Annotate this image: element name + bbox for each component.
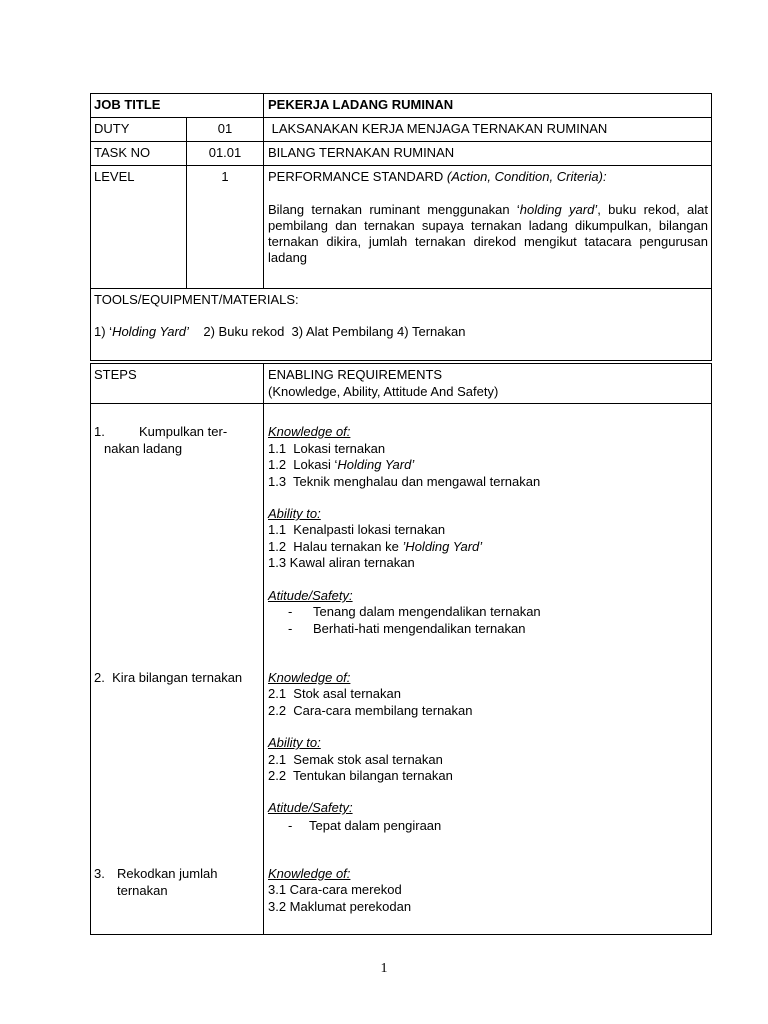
step-1-ability-item: 1.2 Halau ternakan ke ’Holding Yard’: [268, 539, 483, 554]
step-1-ability-label: Ability to:: [268, 506, 321, 521]
step-1-ability-item: 1.1 Kenalpasti lokasi ternakan: [268, 522, 446, 537]
task-value: BILANG TERNAKAN RUMINAN: [268, 145, 455, 160]
task-no-label: TASK NO: [94, 145, 151, 160]
level-code: 1: [221, 169, 229, 184]
step-1-safety-item: Tenang dalam mengendalikan ternakan: [313, 604, 541, 619]
step-3-title-line2: ternakan: [117, 883, 168, 898]
step-3-knowledge-item: 3.2 Maklumat perekodan: [268, 899, 412, 914]
enabling-requirements-header: ENABLING REQUIREMENTS: [268, 367, 443, 382]
step-3-knowledge-item: 3.1 Cara-cara merekod: [268, 882, 402, 897]
duty-value: LAKSANAKAN KERJA MENJAGA TERNAKAN RUMINAN: [268, 121, 608, 136]
step-1-knowledge-label: Knowledge of:: [268, 424, 351, 439]
step-2-knowledge-label: Knowledge of:: [268, 670, 351, 685]
step-2-ability-item: 2.2 Tentukan bilangan ternakan: [268, 768, 453, 783]
duty-label: DUTY: [94, 121, 130, 136]
step-1-number: 1.: [94, 424, 105, 439]
step-2-title: 2. Kira bilangan ternakan: [94, 670, 243, 685]
enabling-requirements-subheader: (Knowledge, Ability, Attitude And Safety): [268, 384, 499, 399]
bullet-dash: -: [288, 818, 293, 833]
step-2-ability-item: 2.1 Semak stok asal ternakan: [268, 752, 443, 767]
tools-label: TOOLS/EQUIPMENT/MATERIALS:: [94, 292, 299, 307]
step-2-safety-label: Atitude/Safety:: [268, 800, 353, 815]
step-1-title-line2: nakan ladang: [104, 441, 183, 456]
bullet-dash: -: [288, 621, 293, 636]
page-number: 1: [380, 961, 388, 976]
steps-table: [90, 363, 712, 935]
step-3-title-line1: Rekodkan jumlah: [117, 866, 218, 881]
step-1-safety-label: Atitude/Safety:: [268, 588, 353, 603]
step-2-knowledge-item: 2.1 Stok asal ternakan: [268, 686, 401, 701]
performance-standard-heading: PERFORMANCE STANDARD (Action, Condition, Criteria):: [268, 169, 607, 184]
step-3-number: 3.: [94, 866, 105, 881]
duty-code: 01: [217, 121, 233, 136]
step-2-safety-item: Tepat dalam pengiraan: [309, 818, 442, 833]
task-no-code: 01.01: [208, 145, 242, 160]
steps-header: STEPS: [94, 367, 137, 382]
step-1-title-line1: Kumpulkan ter-: [139, 424, 228, 439]
step-1-knowledge-item: 1.3 Teknik menghalau dan mengawal ternakan: [268, 474, 541, 489]
performance-standard-text: Bilang ternakan ruminant menggunakan ‘holding yard’, buku rekod, alat pembilang dan ternakan supaya ternakan ladang dikumpulkan, bilangan ternakan dikira, jumlah ternakan direkod mengikut tatacara pengurusan ladang: [268, 202, 708, 265]
step-3-knowledge-label: Knowledge of:: [268, 866, 351, 881]
step-1-knowledge-item: 1.1 Lokasi ternakan: [268, 441, 386, 456]
step-1-ability-item: 1.3 Kawal aliran ternakan: [268, 555, 415, 570]
bullet-dash: -: [288, 604, 293, 619]
tools-list: 1) ‘Holding Yard’ 2) Buku rekod 3) Alat Pembilang 4) Ternakan: [94, 324, 466, 339]
job-title-value: PEKERJA LADANG RUMINAN: [268, 97, 454, 112]
job-title-label: JOB TITLE: [94, 97, 161, 112]
level-label: LEVEL: [94, 169, 135, 184]
step-2-ability-label: Ability to:: [268, 735, 321, 750]
step-1-safety-item: Berhati-hati mengendalikan ternakan: [313, 621, 526, 636]
step-2-knowledge-item: 2.2 Cara-cara membilang ternakan: [268, 703, 473, 718]
step-1-knowledge-item: 1.2 Lokasi ‘Holding Yard’: [268, 457, 415, 472]
